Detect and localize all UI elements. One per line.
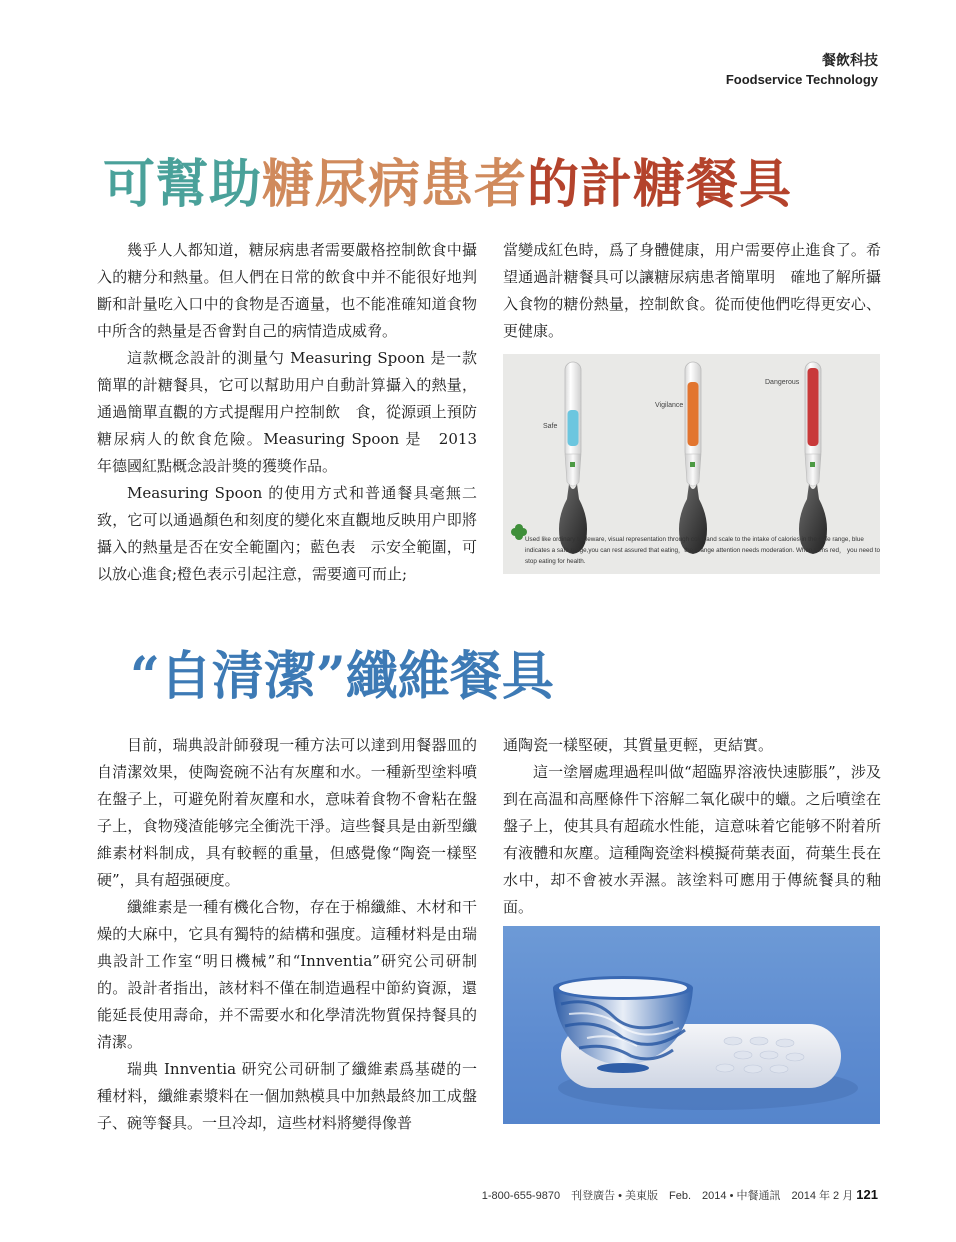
label-dangerous: Dangerous — [765, 379, 800, 386]
page-number: 121 — [856, 1187, 878, 1202]
footer-text: 1-800-655-9870 刊登廣告 • 美東版 Feb. 2014 • 中餐通訊 2014 年 2 月 — [481, 1190, 854, 1202]
page-footer — [482, 1187, 878, 1203]
article1-title — [103, 142, 792, 217]
article1-paragraph: Measuring Spoon 的使用方式和普通餐具毫無二致，它可以通過顏色和刻度的變化來直觀地反映用户即將攝入的熱量是否在安全範圍內；藍色表 示安全範圍，可以放心進食;橙色表示引起注意，需要適可而止; — [97, 484, 477, 583]
article1-title-part3: 的計糖餐具 — [527, 154, 793, 215]
section-title-zh: 餐飲科技 — [822, 53, 878, 69]
article2-title: “自清潔”纖維餐具 — [130, 646, 554, 707]
article2-paragraph: 纖維素是一種有機化合物，存在于棉纖維、木材和干燥的大麻中，它具有獨特的結構和强度。這種材料是由瑞典設計工作室“明日機械”和“Innventia”研究公司研制的。設計者指出，該材料不僅在制造過程中節約資源，還能延長使用壽命，并不需要水和化學清洗物質保持餐具的清潔。 — [97, 898, 477, 1051]
spoon-vigilance — [655, 362, 707, 554]
spoon-safe — [543, 362, 587, 554]
measuring-spoon-figure — [503, 354, 880, 574]
safe-level-fill — [568, 410, 579, 446]
article1-title-part1: 可幫助 — [103, 154, 263, 215]
fiber-bowl-illustration — [503, 926, 880, 1124]
article2-paragraph: 目前，瑞典設計師發現一種方法可以達到用餐器皿的自清潔效果，使陶瓷碗不沾有灰塵和水。一種新型塗料噴在盤子上，可避免附着灰塵和水，意味着食物不會粘在盤子上，食物殘渣能够完全衝洗干淨。這些餐具是由新型纖維素材料制成，具有較輕的重量，但感覺像“陶瓷一樣堅硬”，具有超强硬度。 — [97, 736, 477, 889]
article1-left-column — [97, 237, 493, 588]
fiber-bowl-photo — [503, 926, 880, 1124]
dangerous-level-fill — [808, 368, 819, 446]
label-vigilance: Vigilance — [655, 402, 684, 409]
article2-left-column — [97, 732, 477, 1137]
article2-paragraph: 瑞典 Innventia 研究公司研制了纖維素爲基礎的一種材料，纖維素漿料在一個加熱模具中加熱最終加工成盤子、碗等餐具。一旦冷却，這些材料將變得像普 — [97, 1060, 477, 1132]
article1-paragraph: 當變成紅色時，爲了身體健康，用户需要停止進食了。希望通過計糖餐具可以讓糖尿病患者簡單明 確地了解所攝入食物的糖份熱量，控制飲食。從而使他們吃得更安心、更健康。 — [503, 241, 881, 340]
article1-paragraph: 這款概念設計的測量勺 Measuring Spoon 是一款簡單的計糖餐具，它可以幫助用户自動計算攝入的熱量，通過簡單直觀的方式提醒用户控制飲 食，從源頭上預防糖尿病人的飲食危險。Measuring Spoon 是 2013 年德國紅點概念設計獎的獲獎作品。 — [97, 349, 493, 475]
label-safe: Safe — [543, 423, 558, 430]
article2-paragraph: 這一塗層處理過程叫做“超臨界溶液快速膨脹”，涉及到在高温和高壓條件下溶解二氧化碳中的蠟。之后噴塗在盤子上，使其具有超疏水性能，這意味着它能够不附着所有液體和灰塵。這種陶瓷塗料模擬荷葉表面，荷葉生長在水中，却不會被水弄濕。該塗料可應用于傳統餐具的釉面。 — [503, 763, 881, 916]
figure-caption: Used like ordinary tableware, visual representation through color and scale to the intake of calories in the safe range, blue indicates a safe range,you can rest assured that eating，the orange attention needs moderation. When turns red， you need to stop eating for health. — [525, 536, 880, 565]
spoon-dangerous — [765, 362, 827, 554]
article2-right-column — [503, 732, 881, 921]
article1-title-part2: 糖尿病患者 — [262, 154, 528, 215]
article2-paragraph: 通陶瓷一樣堅硬，其質量更輕，更結實。 — [503, 736, 774, 754]
vigilance-level-fill — [688, 382, 699, 446]
section-title-en: Foodservice Technology — [725, 72, 878, 87]
article1-paragraph: 幾乎人人都知道，糖尿病患者需要嚴格控制飲食中攝入的糖分和熱量。但人們在日常的飲食中并不能很好地判斷和計量吃入口中的食物是否適量，也不能准確知道食物中所含的熱量是否會對自己的病情造成威脅。 — [97, 241, 477, 340]
article1-right-column — [503, 237, 881, 345]
